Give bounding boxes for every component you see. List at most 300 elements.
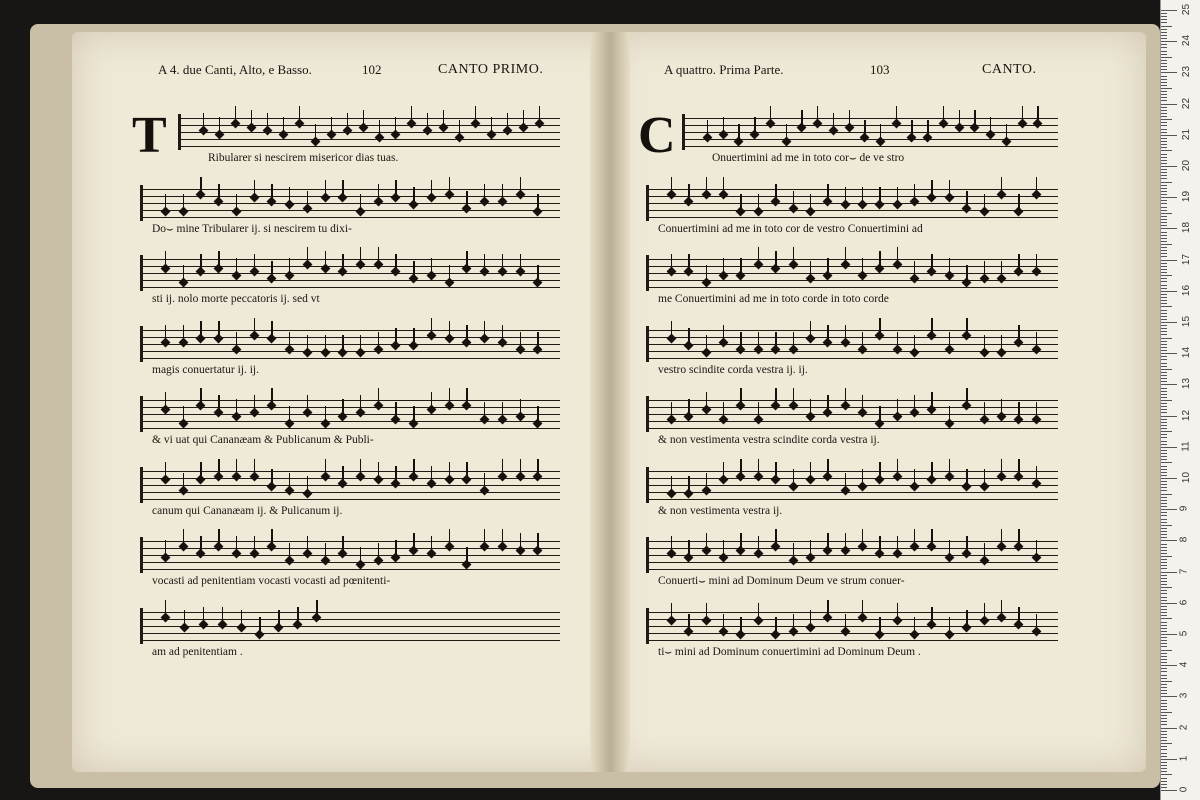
ruler-tick (1161, 119, 1172, 120)
note-stem (897, 247, 898, 265)
note-stem (183, 265, 184, 283)
ruler-tick (1161, 753, 1167, 754)
ruler-tick (1161, 76, 1167, 77)
right-page-number: 103 (870, 62, 890, 77)
note-stem (1018, 529, 1019, 547)
note-stem (671, 402, 672, 420)
note-stem (1036, 254, 1037, 272)
note-stem (449, 462, 450, 480)
right-header-voices: A quattro. Prima Parte. (664, 62, 784, 77)
ruler-tick (1161, 459, 1167, 460)
note-stem (1018, 254, 1019, 272)
note-stem (413, 533, 414, 551)
ruler-tick (1161, 72, 1177, 73)
note-stem (484, 529, 485, 547)
note-stem (671, 603, 672, 621)
note-stem (523, 110, 524, 128)
ruler-tick (1161, 172, 1167, 173)
ruler-tick (1161, 469, 1167, 470)
music-staff (646, 612, 1058, 640)
ruler-tick (1161, 768, 1167, 769)
ruler-tick (1161, 749, 1167, 750)
note-stem (723, 540, 724, 558)
ruler-tick (1161, 306, 1172, 307)
ruler-tick (1161, 85, 1167, 86)
ruler-tick (1161, 278, 1167, 279)
note-stem (378, 543, 379, 561)
ruler-tick (1161, 559, 1167, 560)
music-system (646, 330, 1058, 380)
note-stem (775, 251, 776, 269)
note-stem (1036, 614, 1037, 632)
ruler-label: 18 (1181, 222, 1193, 234)
note-stem (949, 540, 950, 558)
note-stem (845, 325, 846, 343)
note-stem (706, 335, 707, 353)
note-stem (360, 395, 361, 413)
ruler-tick (1161, 325, 1167, 326)
note-stem (466, 251, 467, 269)
music-staff (682, 118, 1058, 146)
note-stem (484, 184, 485, 202)
note-stem (688, 399, 689, 417)
ruler-tick (1161, 381, 1167, 382)
note-stem (740, 533, 741, 551)
note-stem (810, 399, 811, 417)
ruler-tick (1161, 253, 1167, 254)
note-stem (671, 321, 672, 339)
note-stem (183, 194, 184, 212)
ruler-tick (1161, 366, 1167, 367)
note-stem (241, 610, 242, 628)
note-stem (723, 117, 724, 135)
note-stem (537, 533, 538, 551)
ruler-tick (1161, 344, 1167, 345)
ruler-tick (1161, 734, 1167, 735)
ruler-tick (1161, 113, 1167, 114)
note-stem (484, 473, 485, 491)
ruler-tick (1161, 575, 1167, 576)
note-stem (254, 318, 255, 336)
note-stem (879, 251, 880, 269)
music-system (178, 118, 560, 168)
note-stem (688, 254, 689, 272)
note-stem (502, 254, 503, 272)
ruler-tick (1161, 116, 1167, 117)
note-stem (411, 106, 412, 124)
note-stem (914, 335, 915, 353)
note-stem (236, 459, 237, 477)
note-stem (879, 187, 880, 205)
ruler-tick (1161, 350, 1167, 351)
note-stem (395, 180, 396, 198)
ruler-tick (1161, 178, 1167, 179)
ruler-tick (1161, 372, 1167, 373)
ruler-tick (1161, 319, 1167, 320)
ruler-tick (1161, 450, 1167, 451)
note-stem (949, 332, 950, 350)
music-system (140, 259, 560, 309)
ruler-label: 8 (1178, 537, 1190, 543)
ruler-tick (1161, 731, 1167, 732)
ruler-tick (1161, 631, 1167, 632)
ruler-tick (1161, 356, 1167, 357)
note-stem (984, 194, 985, 212)
note-stem (845, 187, 846, 205)
ruler-tick (1161, 235, 1167, 236)
ruler-tick (1161, 256, 1167, 257)
ruler-tick (1161, 147, 1167, 148)
ruler-tick (1161, 765, 1167, 766)
ruler-label: 9 (1178, 505, 1190, 512)
note-stem (1001, 529, 1002, 547)
music-system (646, 400, 1058, 450)
note-stem (879, 318, 880, 336)
note-stem (810, 261, 811, 279)
note-stem (966, 610, 967, 628)
note-stem (927, 120, 928, 138)
right-header (664, 62, 784, 78)
note-stem (299, 106, 300, 124)
note-stem (990, 117, 991, 135)
note-stem (914, 469, 915, 487)
note-stem (949, 406, 950, 424)
note-stem (793, 247, 794, 265)
note-stem (758, 536, 759, 554)
note-stem (827, 395, 828, 413)
note-stem (218, 529, 219, 547)
note-stem (897, 399, 898, 417)
note-stem (827, 184, 828, 202)
note-stem (775, 332, 776, 350)
note-stem (219, 117, 220, 135)
ruler-tick (1161, 675, 1167, 676)
ruler-tick (1161, 175, 1167, 176)
music-staff (646, 471, 1058, 499)
note-stem (723, 258, 724, 276)
ruler-tick (1161, 35, 1167, 36)
note-stem (271, 529, 272, 547)
ruler-tick (1161, 746, 1167, 747)
ruler-tick (1161, 625, 1167, 626)
ruler-tick (1161, 263, 1167, 264)
ruler-tick (1161, 182, 1172, 183)
music-staff (140, 612, 560, 640)
ruler-tick (1161, 125, 1167, 126)
note-stem (200, 254, 201, 272)
ruler-tick (1161, 537, 1167, 538)
note-stem (931, 392, 932, 410)
ruler-tick (1161, 250, 1167, 251)
ruler-tick (1161, 618, 1172, 619)
ruler-tick (1161, 740, 1167, 741)
note-stem (723, 177, 724, 195)
ruler-label: 3 (1178, 693, 1190, 699)
note-stem (520, 332, 521, 350)
note-stem (931, 529, 932, 547)
ruler-label: 15 (1181, 315, 1193, 328)
note-stem (793, 614, 794, 632)
ruler-tick (1161, 778, 1167, 779)
note-stem (810, 610, 811, 628)
note-stem (254, 536, 255, 554)
ruler-tick (1161, 285, 1167, 286)
note-stem (911, 120, 912, 138)
note-stem (1037, 106, 1038, 124)
ruler-tick (1161, 29, 1167, 30)
ruler-tick (1161, 222, 1167, 223)
ruler-tick (1161, 338, 1172, 339)
ruler-tick (1161, 19, 1167, 20)
note-stem (466, 191, 467, 209)
note-stem (200, 321, 201, 339)
note-stem (775, 388, 776, 406)
note-stem (200, 462, 201, 480)
lyric-line: magis conuertatur ij. ij. (152, 363, 259, 376)
note-stem (1001, 399, 1002, 417)
ruler-tick (1161, 422, 1167, 423)
note-stem (449, 265, 450, 283)
note-stem (413, 261, 414, 279)
ruler-tick (1161, 597, 1167, 598)
ruler-tick (1161, 640, 1167, 641)
ruler-tick (1161, 197, 1177, 198)
note-stem (235, 106, 236, 124)
note-stem (896, 106, 897, 124)
note-stem (502, 325, 503, 343)
ruler-tick (1161, 472, 1167, 473)
note-stem (770, 106, 771, 124)
note-stem (706, 392, 707, 410)
note-stem (1036, 540, 1037, 558)
note-stem (984, 543, 985, 561)
note-stem (431, 180, 432, 198)
measuring-ruler (1160, 0, 1200, 800)
note-stem (845, 473, 846, 491)
note-stem (740, 194, 741, 212)
ruler-tick (1161, 637, 1167, 638)
note-stem (520, 399, 521, 417)
ruler-tick (1161, 16, 1167, 17)
note-stem (897, 332, 898, 350)
ruler-tick (1161, 32, 1167, 33)
note-stem (278, 610, 279, 628)
ruler-tick (1161, 13, 1167, 14)
note-stem (236, 258, 237, 276)
ruler-tick (1161, 135, 1177, 136)
note-stem (862, 469, 863, 487)
ruler-tick (1161, 653, 1167, 654)
note-stem (520, 533, 521, 551)
ruler-tick (1161, 163, 1167, 164)
note-stem (879, 536, 880, 554)
ruler-tick (1161, 353, 1177, 354)
note-stem (360, 335, 361, 353)
ruler-tick (1161, 503, 1167, 504)
note-stem (966, 191, 967, 209)
note-stem (395, 540, 396, 558)
note-stem (378, 332, 379, 350)
ruler-tick (1161, 600, 1167, 601)
note-stem (775, 184, 776, 202)
ruler-label: 22 (1181, 97, 1193, 109)
ruler-tick (1161, 316, 1167, 317)
ruler-tick (1161, 646, 1167, 647)
ruler-tick (1161, 97, 1167, 98)
note-stem (740, 332, 741, 350)
ruler-tick (1161, 341, 1167, 342)
ruler-tick (1161, 509, 1177, 510)
note-stem (289, 473, 290, 491)
note-stem (325, 335, 326, 353)
note-stem (413, 328, 414, 346)
note-stem (754, 117, 755, 135)
ruler-label: 13 (1181, 378, 1193, 390)
music-staff (646, 541, 1058, 569)
note-stem (1001, 177, 1002, 195)
note-stem (316, 600, 317, 618)
note-stem (845, 533, 846, 551)
note-stem (507, 113, 508, 131)
ruler-tick (1161, 718, 1167, 719)
ruler-tick (1161, 57, 1172, 58)
note-stem (1001, 459, 1002, 477)
note-stem (810, 321, 811, 339)
note-stem (671, 476, 672, 494)
ruler-tick (1161, 781, 1167, 782)
ruler-tick (1161, 400, 1172, 401)
note-stem (740, 459, 741, 477)
note-stem (360, 194, 361, 212)
note-stem (688, 540, 689, 558)
ruler-tick (1161, 593, 1167, 594)
ruler-tick (1161, 434, 1167, 435)
note-stem (537, 459, 538, 477)
ruler-tick (1161, 241, 1167, 242)
ruler-tick (1161, 453, 1167, 454)
note-stem (307, 476, 308, 494)
note-stem (845, 388, 846, 406)
note-stem (758, 459, 759, 477)
ruler-tick (1161, 481, 1167, 482)
note-stem (723, 325, 724, 343)
ruler-tick (1161, 484, 1167, 485)
note-stem (810, 462, 811, 480)
lyric-line: me Conuertimini ad me in toto corde in toto corde (658, 293, 889, 305)
ruler-label: 20 (1181, 159, 1193, 172)
note-stem (775, 617, 776, 635)
note-stem (378, 247, 379, 265)
note-stem (671, 536, 672, 554)
note-stem (914, 261, 915, 279)
ruler-label: 1 (1178, 755, 1190, 762)
ruler-tick (1161, 160, 1167, 161)
note-stem (259, 617, 260, 635)
note-stem (289, 332, 290, 350)
note-stem (966, 469, 967, 487)
ruler-tick (1161, 447, 1177, 448)
ruler-tick (1161, 534, 1167, 535)
ruler-tick (1161, 79, 1167, 80)
left-part-title: CANTO PRIMO. (438, 62, 544, 77)
ruler-label: 17 (1181, 253, 1193, 265)
note-stem (786, 124, 787, 142)
music-system (646, 471, 1058, 521)
note-stem (984, 603, 985, 621)
lyric-line: ti⌣ mini ad Dominum conuertimini ad Dominum Deum . (658, 645, 921, 658)
ruler-tick (1161, 166, 1177, 167)
ruler-tick (1161, 684, 1167, 685)
music-system (140, 541, 560, 591)
note-stem (862, 187, 863, 205)
music-staff (140, 400, 560, 428)
note-stem (459, 120, 460, 138)
ruler-label: 24 (1181, 35, 1193, 47)
note-stem (466, 462, 467, 480)
note-stem (289, 187, 290, 205)
note-stem (307, 191, 308, 209)
ruler-tick (1161, 475, 1167, 476)
ruler-tick (1161, 334, 1167, 335)
note-stem (289, 406, 290, 424)
note-stem (222, 607, 223, 625)
note-stem (1018, 325, 1019, 343)
note-stem (810, 194, 811, 212)
ruler-tick (1161, 556, 1172, 557)
note-stem (537, 332, 538, 350)
ruler-tick (1161, 703, 1167, 704)
ruler-tick (1161, 310, 1167, 311)
note-stem (949, 459, 950, 477)
music-staff (140, 259, 560, 287)
music-staff (646, 330, 1058, 358)
ruler-tick (1161, 247, 1167, 248)
lyric-line: canum qui Cananæam ij. & Pulicanum ij. (152, 504, 343, 517)
ruler-tick (1161, 700, 1167, 701)
ruler-tick (1161, 756, 1167, 757)
music-staff (646, 189, 1058, 217)
ruler-tick (1161, 10, 1177, 11)
ruler-tick (1161, 394, 1167, 395)
note-stem (758, 247, 759, 265)
note-stem (491, 117, 492, 135)
music-system (682, 118, 1058, 168)
note-stem (395, 117, 396, 135)
ruler-label: 19 (1181, 191, 1193, 203)
ruler-tick (1161, 706, 1167, 707)
ruler-tick (1161, 737, 1167, 738)
ruler-tick (1161, 578, 1167, 579)
note-stem (914, 529, 915, 547)
ruler-tick (1161, 132, 1167, 133)
ruler-tick (1161, 724, 1167, 725)
ruler-tick (1161, 416, 1177, 417)
ruler-label: 10 (1181, 471, 1193, 484)
lyric-line: & non vestimenta vestra scindite corda vestra ij. (658, 434, 880, 446)
note-stem (251, 110, 252, 128)
ruler-tick (1161, 238, 1167, 239)
ruler-tick (1161, 762, 1167, 763)
ruler-label: 21 (1181, 128, 1193, 140)
note-stem (165, 392, 166, 410)
ruler-tick (1161, 122, 1167, 123)
ruler-tick (1161, 603, 1177, 604)
ruler-tick (1161, 572, 1177, 573)
note-stem (949, 180, 950, 198)
note-stem (758, 332, 759, 350)
note-stem (688, 184, 689, 202)
ruler-tick (1161, 441, 1167, 442)
